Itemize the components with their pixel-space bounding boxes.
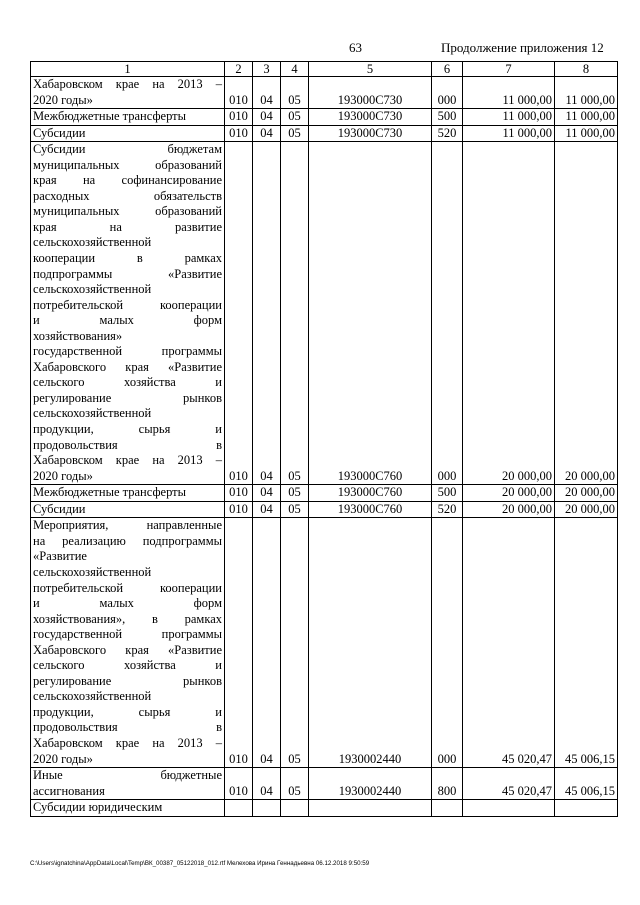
description-line: Хабаровском крае на 2013 – [33, 77, 222, 91]
description-line: сельскохозяйственной [33, 235, 152, 250]
description-line: сельского хозяйства и [33, 375, 222, 390]
cell-c3: 04 [253, 109, 281, 126]
cell-c5: 193000С730 [309, 77, 432, 109]
description-line: кооперации в рамках [33, 251, 222, 266]
cell-c4: 05 [281, 768, 309, 800]
cell-c7: 11 000,00 [463, 109, 555, 126]
cell-c3: 04 [253, 77, 281, 109]
description-line: сельскохозяйственной [33, 564, 152, 579]
cell-c3: 04 [253, 501, 281, 518]
cell-c7: 20 000,00 [463, 485, 555, 502]
description-line: ассигнования [33, 783, 105, 798]
row-description [31, 142, 225, 485]
table-row [31, 485, 618, 502]
cell-c3: 04 [253, 125, 281, 142]
description-line: сельскохозяйственной [33, 406, 152, 421]
cell-c4 [281, 800, 309, 817]
cell-c7: 11 000,00 [463, 125, 555, 142]
cell-c7: 45 020,47 [463, 518, 555, 768]
description-line: края на софинансирование [33, 173, 222, 188]
cell-c5: 193000С730 [309, 109, 432, 126]
cell-c7: 20 000,00 [463, 142, 555, 485]
column-header: 3 [253, 62, 281, 77]
cell-c2: 010 [225, 485, 253, 502]
description-line: хозяйствования», в рамках [33, 611, 222, 626]
cell-c2: 010 [225, 501, 253, 518]
cell-c5: 1930002440 [309, 518, 432, 768]
row-description [31, 485, 225, 502]
cell-c7: 20 000,00 [463, 501, 555, 518]
table-row [31, 501, 618, 518]
description-line: государственной программы [33, 344, 222, 359]
cell-c4: 05 [281, 518, 309, 768]
column-header: 5 [309, 62, 432, 77]
row-description [31, 109, 225, 126]
cell-c4: 05 [281, 125, 309, 142]
column-header: 2 [225, 62, 253, 77]
cell-c4: 05 [281, 109, 309, 126]
description-line: Межбюджетные трансферты [33, 485, 187, 500]
column-header: 1 [31, 62, 225, 77]
description-line: сельскохозяйственной [33, 282, 152, 297]
cell-c2: 010 [225, 109, 253, 126]
cell-c4: 05 [281, 485, 309, 502]
cell-c3: 04 [253, 518, 281, 768]
continuation-label: Продолжение приложения 12 [441, 40, 604, 55]
description-line: Субсидии [33, 501, 86, 516]
description-line: 2020 годы» [33, 751, 93, 766]
column-header: 6 [432, 62, 463, 77]
cell-c6: 520 [432, 501, 463, 518]
cell-c5: 1930002440 [309, 768, 432, 800]
cell-c8: 20 000,00 [555, 142, 618, 485]
cell-c6: 520 [432, 125, 463, 142]
cell-c6: 000 [432, 77, 463, 109]
cell-c6: 000 [432, 142, 463, 485]
description-line: края на развитие [33, 219, 222, 234]
cell-c6: 800 [432, 768, 463, 800]
cell-c6: 000 [432, 518, 463, 768]
row-description [31, 768, 225, 800]
row-description [31, 77, 225, 109]
cell-c7: 45 020,47 [463, 768, 555, 800]
description-line: хозяйствования» [33, 328, 123, 343]
cell-c7 [463, 800, 555, 817]
description-line: сельского хозяйства и [33, 658, 222, 673]
description-line: подпрограммы «Развитие [33, 266, 222, 281]
cell-c6: 500 [432, 109, 463, 126]
column-header: 4 [281, 62, 309, 77]
description-line: Субсидии юридическим [33, 800, 163, 815]
description-line: сельскохозяйственной [33, 689, 152, 704]
cell-c3: 04 [253, 768, 281, 800]
cell-c8: 45 006,15 [555, 768, 618, 800]
description-line: 2020 годы» [33, 468, 93, 483]
cell-c3 [253, 800, 281, 817]
budget-table [30, 61, 618, 817]
cell-c5: 193000С730 [309, 125, 432, 142]
table-row [31, 142, 618, 485]
cell-c2: 010 [225, 125, 253, 142]
cell-c5: 193000С760 [309, 485, 432, 502]
cell-c8: 45 006,15 [555, 518, 618, 768]
description-line: Хабаровском крае на 2013 – [33, 735, 222, 750]
file-path-footer: C:\Users\ignatchina\AppData\Local\Temp\ВК_00387_05122018_012.rtf Мелехова Ирина Геннадьевна 06.12.2018 9:50:59 [30, 860, 370, 867]
table-row [31, 800, 618, 817]
description-line: «Развитие [33, 549, 87, 564]
cell-c6: 500 [432, 485, 463, 502]
description-line: регулирование рынков [33, 390, 222, 405]
cell-c2 [225, 800, 253, 817]
cell-c5: 193000С760 [309, 501, 432, 518]
cell-c4: 05 [281, 501, 309, 518]
description-line: Хабаровского края «Развитие [33, 642, 222, 657]
cell-c8 [555, 800, 618, 817]
table-row [31, 518, 618, 768]
description-line: Хабаровском крае на 2013 – [33, 453, 222, 468]
cell-c5 [309, 800, 432, 817]
cell-c7: 11 000,00 [463, 77, 555, 109]
cell-c8: 11 000,00 [555, 109, 618, 126]
cell-c3: 04 [253, 142, 281, 485]
cell-c5: 193000С760 [309, 142, 432, 485]
table-row [31, 125, 618, 142]
column-header: 8 [555, 62, 618, 77]
cell-c2: 010 [225, 77, 253, 109]
cell-c2: 010 [225, 518, 253, 768]
description-line: муниципальных образований [33, 204, 222, 219]
description-line: Субсидии [33, 125, 86, 140]
row-description [31, 501, 225, 518]
description-line: расходных обязательств [33, 188, 222, 203]
description-line: продукции, сырья и [33, 704, 222, 719]
row-description [31, 125, 225, 142]
cell-c3: 04 [253, 485, 281, 502]
cell-c8: 11 000,00 [555, 77, 618, 109]
description-line: и малых форм [33, 313, 222, 328]
table-header-row [31, 62, 618, 77]
cell-c2: 010 [225, 768, 253, 800]
description-line: потребительской кооперации [33, 580, 222, 595]
table-row [31, 768, 618, 800]
page-number: 63 [349, 40, 362, 55]
cell-c6 [432, 800, 463, 817]
description-line: Мероприятия, направленные [33, 518, 222, 533]
table-row [31, 77, 618, 109]
description-line: регулирование рынков [33, 673, 222, 688]
cell-c8: 20 000,00 [555, 485, 618, 502]
cell-c4: 05 [281, 77, 309, 109]
description-line: продовольствия в [33, 437, 222, 452]
description-line: Хабаровского края «Развитие [33, 359, 222, 374]
description-line: Субсидии бюджетам [33, 142, 222, 157]
description-line: государственной программы [33, 627, 222, 642]
description-line: на реализацию подпрограммы [33, 533, 222, 548]
cell-c4: 05 [281, 142, 309, 485]
description-line: муниципальных образований [33, 157, 222, 172]
description-line: Межбюджетные трансферты [33, 109, 187, 124]
description-line: 2020 годы» [33, 92, 93, 107]
description-line: Иные бюджетные [33, 768, 222, 783]
cell-c8: 11 000,00 [555, 125, 618, 142]
column-header: 7 [463, 62, 555, 77]
description-line: потребительской кооперации [33, 297, 222, 312]
cell-c8: 20 000,00 [555, 501, 618, 518]
row-description [31, 518, 225, 768]
description-line: продовольствия в [33, 720, 222, 735]
description-line: и малых форм [33, 596, 222, 611]
description-line: продукции, сырья и [33, 422, 222, 437]
row-description [31, 800, 225, 817]
cell-c2: 010 [225, 142, 253, 485]
table-row [31, 109, 618, 126]
